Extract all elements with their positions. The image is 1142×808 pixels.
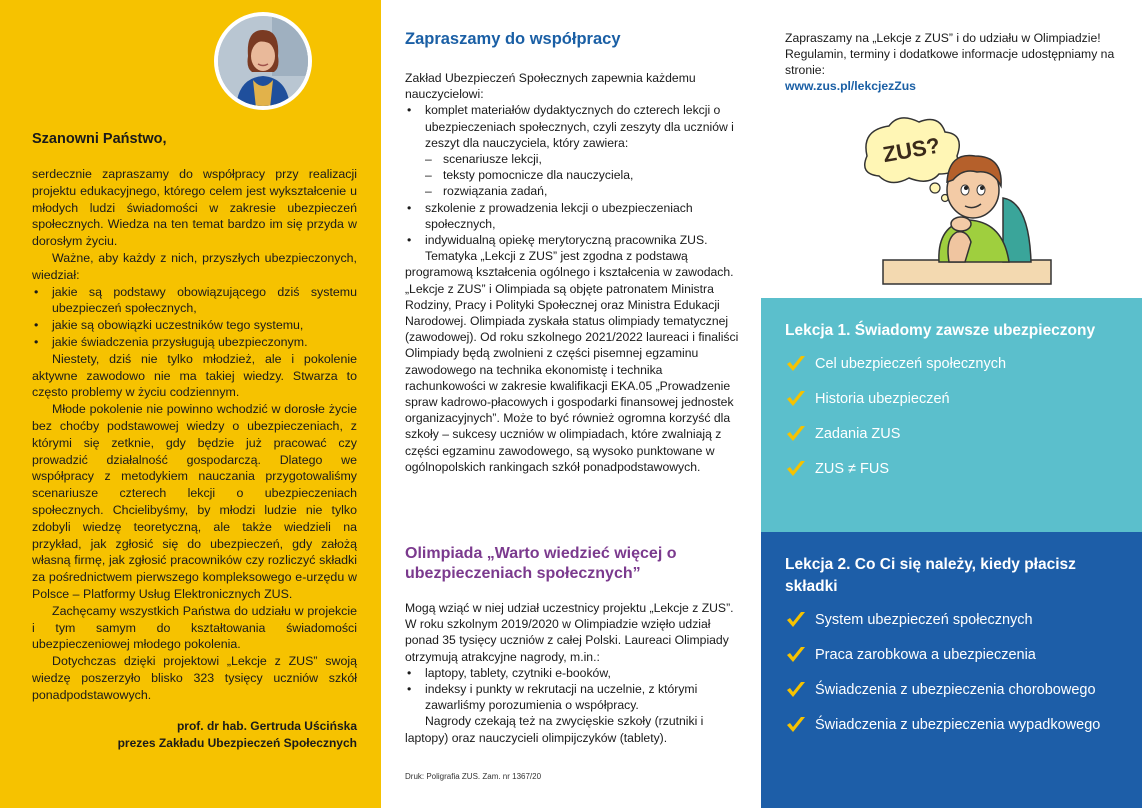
olympiad-heading: Olimpiada „Warto wiedzieć więcej o ubezpieczeniach społecznych” [405,545,677,582]
materials-dash-list [425,151,741,200]
cooperation-paragraph: Tematyka „Lekcji z ZUS” jest zgodna z podstawą programową kształcenia ogólnego i kształcenia w zawodach. „Lekcje z ZUS” i Olimpiada są objęte patronatem Ministra Rodziny, Pracy i Polityki Społecznej oraz Ministra Edukacji Narodowej. Olimpiada zyskała status olimpiady tematycznej (zawodowej). Od roku szkolnego 2021/2022 laureaci i finaliści Olimpiady będą zwolnieni z części pisemnej egzaminu zawodowego na technika ekonomistę i technika rachunkowości w zakresie kwalifikacji EKA.05 „Prowadzenie spraw kadrowo-płacowych i gospodarki finansowej jednostek organizacyjnych”. Może to być również ogromna korzyść dla szkoły – sukcesy uczniów w olimpiadach, które zwalniają z części egzaminu zawodowego, są wysoko punktowane w ogólnopolskich rankingach szkół ponadpodstawowych. [405,249,739,474]
print-note: Druk: Poligrafia ZUS. Zam. nr 1367/20 [405,772,542,781]
check-icon [785,680,807,700]
lesson-1-title: Lekcja 1. Świadomy zawsze ubezpieczony [785,322,1096,339]
check-icon [785,389,807,409]
list-item: • jakie są podstawy obowiązującego dziś systemu ubezpieczeń społecznych, [32,284,357,318]
list-item: • jakie świadczenia przysługują ubezpieczonym. [32,334,357,351]
list-item: • indywidualną opiekę merytoryczną pracownika ZUS. [405,232,741,248]
lesson-topic [785,424,1118,444]
invitation [785,30,1125,94]
list-item: – teksty pomocnicze dla nauczyciela, [425,167,741,183]
lesson-1-panel [761,298,1142,532]
check-icon [785,610,807,630]
lesson-topic [785,680,1118,700]
check-icon [785,424,807,444]
check-icon [785,354,807,374]
letter-paragraph: Dotychczas dzięki projektowi „Lekcje z ZUS” swoją wiedzę poszerzyło blisko 323 tysięcy uczniów szkół ponadpodstawowych. [32,654,357,702]
olympiad-body [405,600,741,746]
list-item: – rozwiązania zadań, [425,183,741,199]
check-icon [785,645,807,665]
lesson-topic-label: Zadania ZUS [815,426,901,442]
olympiad-prize-list [405,665,741,714]
letter-paragraph: serdecznie zapraszamy do współpracy przy realizacji projektu edukacyjnego, którego celem jest wykształcenie u młodych ludzi świadomości w zakresie ubezpieczeń społecznych. Wiedza na ten temat bardzo im się przyda w dorosłym życiu. [32,167,357,249]
signature-name: prof. dr hab. Gertruda Uścińska [176,719,357,733]
lesson-topic [785,645,1118,665]
list-item: • indeksy i punkty w rekrutacji na uczelnie, z którymi zawarliśmy porozumienia o współpracy. [405,681,741,713]
lesson-topic-label: ZUS ≠ FUS [815,461,890,477]
right-column [761,0,1142,808]
olympiad-intro: Mogą wziąć w niej udział uczestnicy projektu „Lekcje z ZUS”. W roku szkolnym 2019/2020 w Olimpiadzie wzięło udział ponad 35 tysięcy uczniów z całej Polski. Laureaci Olimpiady otrzymują atrakcyjne nagrody, m.in.: [405,601,734,664]
cooperation-body [405,70,741,475]
letter-paragraph: Młode pokolenie nie powinno wchodzić w dorosłe życie bez choćby podstawowej wiedzy o ubezpieczeniach, z którymi się zetknie, gdy będzie już pracować czy prowadzić działalność gospodarczą. Dlatego we współpracy z metodykiem nauczania przygotowaliśmy scenariusze czterech lekcji o ubezpieczeniach społecznych. Chcielibyśmy, by młodzi ludzie nie tylko zdobyli wiedzę teoretyczną, ale także wiedzieli na przykład, jak zgłosić się do ubezpieczeń, gdy założą własną firmę, jak zgłosić pracowników czy rozliczyć składki za pośrednictwem pierwszego kompleksowego e-urzędu w Polsce – Platformy Usług Elektronicznych ZUS. [32,402,357,601]
list-item-text: komplet materiałów dydaktycznych do czterech lekcji o ubezpieczeniach społecznych, czyli zeszyty dla uczniów i zeszyt dla nauczyciela, który zawiera: [425,103,734,150]
letter-paragraph: Niestety, dziś nie tylko młodzież, ale i pokolenie aktywne zawodowo nie ma takiej wiedzy. Stwarza to często problemy w życiu codziennym. [32,351,357,400]
cooperation-heading: Zapraszamy do współpracy [405,30,621,48]
letter-bullet-list [32,284,357,351]
list-item: – scenariusze lekcji, [425,151,741,167]
cooperation-intro: Zakład Ubezpieczeń Społecznych zapewnia każdemu nauczycielowi: [405,71,696,102]
lesson-topic-label: Świadczenia z ubezpieczenia wypadkowego [815,717,1101,733]
invitation-text: Zapraszamy na „Lekcje z ZUS” i do udziału w Olimpiadzie! Regulamin, terminy i dodatkowe informacje udostępniamy na stronie: [785,31,1115,77]
list-item [405,102,741,199]
list-item: • jakie są obowiązki uczestników tego systemu, [32,317,357,334]
lesson-topic [785,459,1118,479]
check-icon [785,715,807,735]
lesson-2-panel [761,532,1142,808]
lesson-topic-label: Świadczenia z ubezpieczenia chorobowego [815,682,1096,698]
cooperation-bullet-list [405,102,741,248]
letter-paragraph: Zachęcamy wszystkich Państwa do udziału w projekcie i tym samym do kształtowania świadomości ubezpieczeniowej młodego pokolenia. [32,603,357,652]
letter-paragraph: Ważne, aby każdy z nich, przyszłych ubezpieczonych, wiedział: [32,250,357,282]
lesson-topic-label: System ubezpieczeń społecznych [815,612,1033,628]
letter-body [32,166,357,704]
author-portrait [214,12,312,110]
portrait-photo [218,16,308,106]
signature [32,718,357,752]
lesson-topic-label: Cel ubezpieczeń społecznych [815,356,1007,372]
thinking-boy-illustration [853,112,1053,290]
check-icon [785,459,807,479]
lesson-topic [785,354,1118,374]
lesson-2-title: Lekcja 2. Co Ci się należy, kiedy płacisz składki [785,556,1076,595]
left-column [0,0,381,808]
lesson-topic-label: Praca zarobkowa a ubezpieczenia [815,647,1036,663]
signature-title: prezes Zakładu Ubezpieczeń Społecznych [117,736,357,750]
lesson-topic [785,610,1118,630]
website-link[interactable]: www.zus.pl/lekcjezZus [785,79,916,93]
olympiad-paragraph: Nagrody czekają też na zwycięskie szkoły (rzutniki i laptopy) oraz nauczycieli olimpijczyków (tablety). [405,714,704,745]
middle-column [381,0,761,808]
list-item: • laptopy, tablety, czytniki e-booków, [405,665,741,681]
lesson-topic-label: Historia ubezpieczeń [815,391,950,407]
list-item: • szkolenie z prowadzenia lekcji o ubezpieczeniach społecznych, [405,200,741,232]
greeting: Szanowni Państwo, [32,131,167,147]
lesson-topic [785,715,1118,735]
thought-bubble-text: ZUS? [880,132,942,168]
lesson-topic [785,389,1118,409]
